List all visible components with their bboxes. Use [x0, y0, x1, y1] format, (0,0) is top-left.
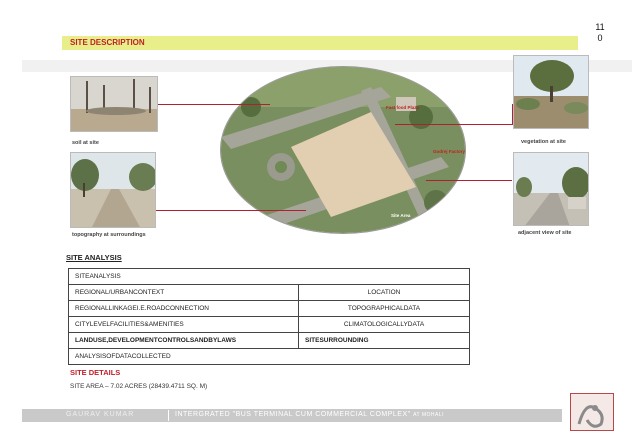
aerial-site-map — [220, 66, 466, 234]
photo-adjacent-image — [514, 153, 589, 226]
table-header-cell: SITEANALYSIS — [69, 269, 470, 285]
caption-adjacent-view: adjacent view of site — [518, 230, 572, 236]
table-cell-right: LOCATION — [299, 285, 470, 301]
table-header-row — [69, 269, 470, 285]
connector-line-4 — [426, 180, 512, 181]
caption-topography: topography at surroundings — [72, 232, 146, 238]
table-cell-right: TOPOGRAPHICALDATA — [299, 301, 470, 317]
table-cell-left: CITYLEVELFACILITIES&AMENITIES — [69, 317, 299, 333]
connector-line-2 — [156, 210, 306, 211]
map-label-godrej: Godrej Factory — [433, 149, 466, 154]
map-label-fast-food: Fast food Plaza — [386, 105, 420, 110]
logo-icon — [570, 393, 614, 431]
footer-project-name: INTERGRATED "BUS TERMINAL CUM COMMERCIAL COMPLEX" — [175, 411, 411, 418]
footer-separator — [168, 410, 169, 421]
site-details-title: SITE DETAILS — [70, 368, 121, 377]
photo-vegetation-image — [514, 56, 589, 129]
table-row — [69, 333, 470, 349]
table-row — [69, 317, 470, 333]
table-cell-right: CLIMATOLOGICALLYDATA — [299, 317, 470, 333]
footer-author: GAURAV KUMAR — [66, 411, 135, 418]
connector-line-3 — [395, 124, 513, 125]
map-label-site-area: Site Area — [391, 213, 411, 218]
photo-topography-image — [71, 153, 156, 228]
photo-topography — [70, 152, 156, 228]
table-row — [69, 285, 470, 301]
site-analysis-title: SITE ANALYSIS — [66, 253, 122, 262]
aerial-map-image — [221, 67, 466, 234]
table-footer-row — [69, 349, 470, 365]
site-analysis-table — [68, 268, 470, 365]
photo-soil-image — [71, 77, 158, 132]
caption-soil-at-site: soil at site — [72, 140, 99, 146]
logo-graphic — [571, 394, 615, 432]
page-number: 11 0 — [595, 22, 605, 43]
connector-line-1 — [158, 104, 270, 105]
footer-project-location: AT MOHALI — [413, 412, 445, 418]
table-footer-cell: ANALYSISOFDATACOLLECTED — [69, 349, 470, 365]
table-cell-right: SITESURROUNDING — [299, 333, 470, 349]
site-description-title: SITE DESCRIPTION — [70, 38, 145, 47]
table-cell-left: REGIONAL/URBANCONTEXT — [69, 285, 299, 301]
analysis-highlight-bar — [62, 251, 578, 263]
photo-adjacent-view — [513, 152, 589, 226]
table-row — [69, 301, 470, 317]
site-area-text: SITE AREA – 7.02 ACRES (28439.4711 SQ. M) — [70, 383, 208, 390]
footer-project-title — [175, 411, 444, 418]
table-cell-left: LANDUSE,DEVELOPMENTCONTROLSANDBYLAWS — [69, 333, 299, 349]
table-cell-left: REGIONALLINKAGEI.E.ROADCONNECTION — [69, 301, 299, 317]
photo-vegetation — [513, 55, 589, 129]
caption-vegetation: vegetation at site — [521, 139, 566, 145]
photo-soil-at-site — [70, 76, 158, 132]
